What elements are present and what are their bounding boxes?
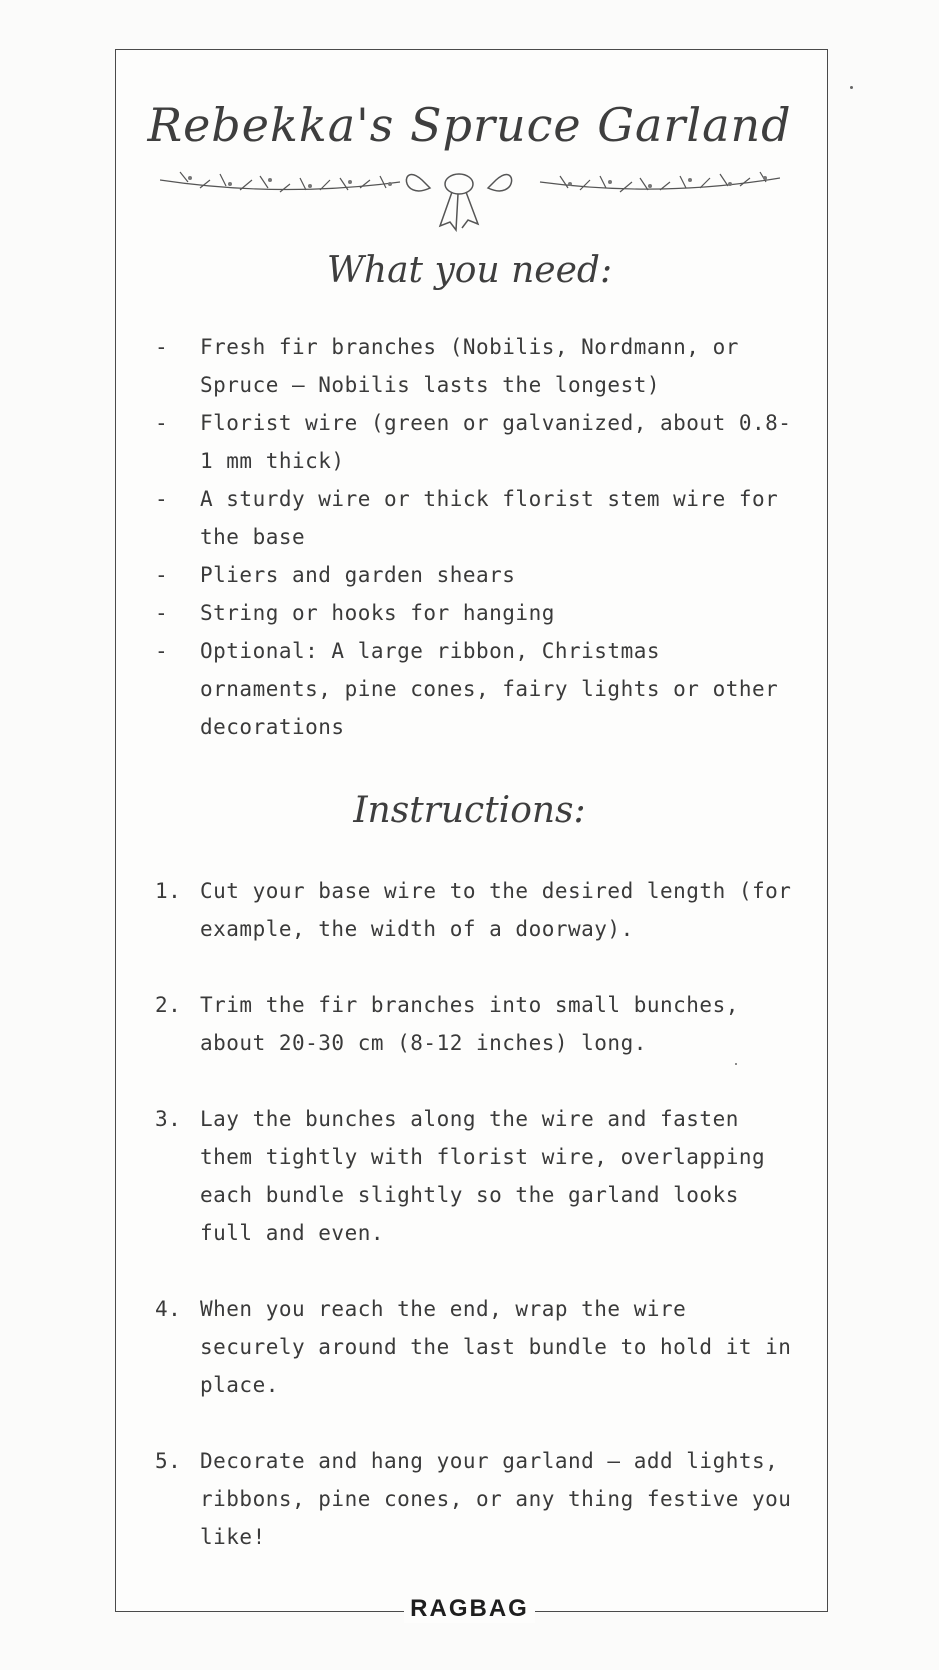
paper-speck bbox=[850, 86, 853, 89]
page-title: Rebekka's Spruce Garland bbox=[147, 98, 792, 152]
instruction-step: 3. Lay the bunches along the wire and fasten them tightly with florist wire, overlapping each bundle slightly so the garland looks full and even. bbox=[155, 1107, 766, 1245]
materials-list bbox=[155, 328, 795, 746]
list-item: - Pliers and garden shears bbox=[155, 563, 516, 587]
list-item: - Optional: A large ribbon, Christmas ornaments, pine cones, fairy lights or other decorations bbox=[155, 639, 779, 739]
instructions-list bbox=[155, 872, 795, 1594]
garland-bow-illustration bbox=[160, 160, 780, 240]
brand-logo: RAGBAG bbox=[404, 1595, 535, 1623]
instruction-step: 5. Decorate and hang your garland – add lights, ribbons, pine cones, or any thing festive you like! bbox=[155, 1449, 792, 1549]
list-item: - Fresh fir branches (Nobilis, Nordmann, or Spruce – Nobilis lasts the longest) bbox=[155, 335, 739, 397]
paper-speck bbox=[735, 1063, 737, 1065]
instruction-step: 2. Trim the fir branches into small bunches, about 20-30 cm (8-12 inches) long. bbox=[155, 993, 739, 1055]
what-you-need-heading: What you need: bbox=[326, 250, 613, 291]
list-item: - A sturdy wire or thick florist stem wire for the base bbox=[155, 487, 779, 549]
list-item: - String or hooks for hanging bbox=[155, 601, 555, 625]
instructions-heading: Instructions: bbox=[353, 790, 586, 831]
instruction-step: 4. When you reach the end, wrap the wire securely around the last bundle to hold it in place. bbox=[155, 1297, 792, 1397]
instruction-step: 1. Cut your base wire to the desired length (for example, the width of a doorway). bbox=[155, 879, 792, 941]
footer bbox=[0, 1595, 939, 1623]
list-item: - Florist wire (green or galvanized, about 0.8-1 mm thick) bbox=[155, 411, 792, 473]
